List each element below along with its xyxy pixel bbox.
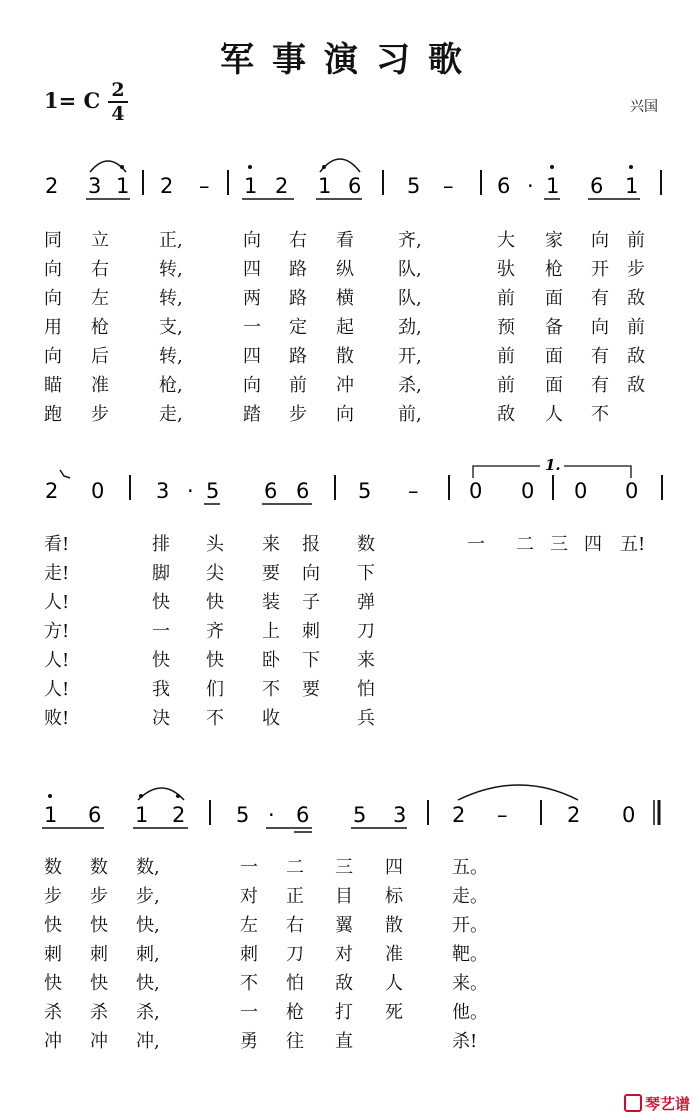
lyric-char: 步 [44, 886, 62, 907]
note: 3 [88, 174, 102, 198]
lyric-char: 预 [497, 317, 515, 338]
lyric-char: 踏 [243, 404, 261, 425]
lyric-line [0, 371, 700, 401]
song-title: 军事演习歌 [220, 40, 480, 80]
lyric-char: 翼 [335, 915, 353, 936]
note: 1 [546, 174, 560, 198]
lyric-char: 二 [286, 857, 304, 878]
lyric-char: 转, [159, 288, 183, 309]
lyric-char: 不 [591, 404, 609, 425]
note: · [527, 174, 534, 198]
lyric-char: 怕 [357, 679, 375, 700]
lyric-char: 有 [591, 346, 609, 367]
lyric-char: 快 [152, 592, 170, 613]
lyric-char: 不 [262, 679, 280, 700]
note: 6 [348, 174, 362, 198]
lyric-char: 向 [591, 317, 609, 338]
note: 1 [116, 174, 130, 198]
lyric-char: 快 [90, 973, 108, 994]
lyric-char: 报 [302, 534, 320, 555]
lyric-char: 前 [497, 288, 515, 309]
lyric-char: 齐 [206, 621, 224, 642]
lyric-char: 要 [262, 563, 280, 584]
lyric-char: 路 [289, 259, 307, 280]
lyric-char: 敌 [335, 973, 353, 994]
lyric-char: 四 [243, 259, 261, 280]
lyric-char: 用 [44, 317, 62, 338]
note: 6 [296, 479, 310, 503]
note: – [408, 479, 419, 503]
lyric-char: 向 [302, 563, 320, 584]
lyric-char: 快 [90, 915, 108, 936]
lyric-char: 数 [357, 534, 375, 555]
lyric-char: 路 [289, 346, 307, 367]
lyric-char: 杀, [136, 1002, 160, 1023]
lyric-char: 人! [44, 679, 70, 700]
lyric-char: 快 [152, 650, 170, 671]
note: 3 [156, 479, 170, 503]
lyric-char: 瞄 [44, 375, 62, 396]
lyric-char: 人! [44, 592, 70, 613]
lyric-line [0, 559, 700, 589]
lyric-char: 一 [467, 534, 485, 555]
lyric-char: 冲 [336, 375, 354, 396]
note: 0 [625, 479, 639, 503]
lyric-char: 快 [206, 650, 224, 671]
lyric-line [0, 1027, 700, 1057]
lyric-char: 一 [152, 621, 170, 642]
lyric-char: 开, [398, 346, 422, 367]
note: 6 [296, 803, 310, 827]
key-signature: 1= C [44, 88, 101, 113]
lyric-char: 家 [545, 230, 563, 251]
lyric-line [0, 882, 700, 912]
high-octave-dot [248, 165, 252, 169]
lyric-line [0, 911, 700, 941]
lyric-char: 有 [591, 375, 609, 396]
lyric-line [0, 646, 700, 676]
note: 0 [622, 803, 636, 827]
lyric-char: 人 [385, 973, 403, 994]
lyric-char: 敌 [627, 346, 645, 367]
lyric-char: 目 [335, 886, 353, 907]
note: 1 [318, 174, 332, 198]
lyric-line [0, 342, 700, 372]
note: · [187, 479, 194, 503]
high-octave-dot [629, 165, 633, 169]
notation-system-1 [45, 159, 661, 199]
lyric-char: 向 [44, 288, 62, 309]
lyric-char: 冲, [136, 1031, 160, 1052]
lyric-char: 转, [159, 259, 183, 280]
lyric-char: 定 [289, 317, 307, 338]
lyric-char: 人! [44, 650, 70, 671]
lyric-char: 步 [289, 404, 307, 425]
lyric-char: 一 [240, 1002, 258, 1023]
lyric-char: 杀 [90, 1002, 108, 1023]
lyric-char: 敌 [627, 288, 645, 309]
breath-mark [60, 470, 70, 478]
lyric-char: 队, [398, 288, 422, 309]
lyric-char: 敌 [497, 404, 515, 425]
lyric-char: 来。 [452, 973, 488, 994]
lyric-char: 两 [243, 288, 261, 309]
lyric-char: 前 [627, 230, 645, 251]
lyric-char: 备 [545, 317, 563, 338]
lyric-char: 转, [159, 346, 183, 367]
lyric-char: 同 [44, 230, 62, 251]
lyric-char: 前 [497, 375, 515, 396]
lyric-char: 数, [136, 857, 160, 878]
lyric-char: 步, [136, 886, 160, 907]
lyric-char: 左 [240, 915, 258, 936]
lyric-char: 他。 [452, 1002, 488, 1023]
note: 5 [206, 479, 220, 503]
lyric-char: 向 [44, 259, 62, 280]
note: 0 [91, 479, 105, 503]
lyric-char: 二 [516, 534, 534, 555]
lyric-char: 起 [336, 317, 354, 338]
lyric-char: 前 [289, 375, 307, 396]
lyric-char: 头 [206, 534, 224, 555]
lyric-line [0, 226, 700, 256]
note: 2 [45, 479, 59, 503]
note: 2 [45, 174, 59, 198]
lyric-char: 向 [591, 230, 609, 251]
lyric-char: 前 [497, 346, 515, 367]
high-octave-dot [550, 165, 554, 169]
lyric-char: 刺, [136, 944, 160, 965]
lyric-char: 面 [545, 288, 563, 309]
lyric-char: 三 [550, 534, 568, 555]
lyric-char: 向 [243, 230, 261, 251]
lyric-char: 对 [335, 944, 353, 965]
lyric-char: 枪 [91, 317, 109, 338]
lyric-char: 四 [584, 534, 602, 555]
lyric-char: 右 [286, 915, 304, 936]
note: 5 [407, 174, 421, 198]
lyric-char: 走。 [452, 886, 488, 907]
lyric-char: 准 [385, 944, 403, 965]
lyric-char: 支, [159, 317, 183, 338]
lyric-char: 不 [240, 973, 258, 994]
time-signature-top: 2 [111, 79, 125, 101]
lyric-char: 收 [262, 708, 280, 729]
lyric-char: 刺 [302, 621, 320, 642]
lyric-char: 步 [627, 259, 645, 280]
lyric-char: 往 [286, 1031, 304, 1052]
lyric-char: 数 [90, 857, 108, 878]
lyric-char: 败! [44, 708, 70, 729]
lyric-char: 一 [240, 857, 258, 878]
lyric-char: 一 [243, 317, 261, 338]
lyric-char: 不 [206, 708, 224, 729]
lyric-char: 敌 [627, 375, 645, 396]
lyric-line [0, 400, 700, 430]
lyric-char: 刺 [240, 944, 258, 965]
note: 6 [497, 174, 511, 198]
lyric-char: 打 [335, 1002, 353, 1023]
note: 2 [567, 803, 581, 827]
note: 5 [236, 803, 250, 827]
lyric-char: 标 [385, 886, 403, 907]
lyric-char: 面 [545, 346, 563, 367]
lyric-char: 正, [159, 230, 183, 251]
lyric-char: 快 [44, 915, 62, 936]
notation-system-2 [45, 455, 662, 504]
lyric-char: 枪, [159, 375, 183, 396]
note: 2 [275, 174, 289, 198]
note: 1 [625, 174, 639, 198]
composer-credit: 兴国 [630, 99, 658, 115]
lyric-char: 跑 [44, 404, 62, 425]
volta-label: 1. [545, 456, 561, 474]
lyric-char: 弹 [357, 592, 375, 613]
notation-system-3 [42, 785, 659, 832]
lyric-char: 要 [302, 679, 320, 700]
lyric-char: 散 [336, 346, 354, 367]
note: · [268, 803, 275, 827]
slur [138, 788, 184, 800]
lyric-char: 步 [91, 404, 109, 425]
note: 0 [469, 479, 483, 503]
lyric-char: 尖 [206, 563, 224, 584]
note: 5 [353, 803, 367, 827]
note: – [497, 803, 508, 827]
lyric-char: 横 [336, 288, 354, 309]
lyric-char: 排 [152, 534, 170, 555]
lyric-char: 方! [44, 621, 70, 642]
lyric-char: 齐, [398, 230, 422, 251]
lyric-char: 立 [91, 230, 109, 251]
lyric-line [0, 617, 700, 647]
lyric-char: 刺 [44, 944, 62, 965]
note: 1 [135, 803, 149, 827]
lyric-char: 步 [90, 886, 108, 907]
lyric-char: 走, [159, 404, 183, 425]
note: 6 [88, 803, 102, 827]
lyric-char: 脚 [152, 563, 170, 584]
lyric-char: 上 [262, 621, 280, 642]
lyric-char: 快, [136, 915, 160, 936]
lyric-line [0, 853, 700, 883]
lyric-char: 前, [398, 404, 422, 425]
lyric-char: 队, [398, 259, 422, 280]
lyric-char: 人 [545, 404, 563, 425]
lyric-char: 兵 [357, 708, 375, 729]
lyric-char: 看! [44, 534, 70, 555]
lyric-line [0, 969, 700, 999]
lyric-char: 来 [262, 534, 280, 555]
note: 3 [393, 803, 407, 827]
lyric-char: 快 [206, 592, 224, 613]
lyric-char: 五。 [452, 857, 488, 878]
lyric-char: 驮 [497, 259, 515, 280]
lyric-char: 有 [591, 288, 609, 309]
lyric-char: 劲, [398, 317, 422, 338]
lyric-line [0, 704, 700, 734]
lyric-char: 三 [335, 857, 353, 878]
note: 5 [358, 479, 372, 503]
lyric-char: 右 [289, 230, 307, 251]
slur [90, 161, 126, 172]
time-signature-bottom: 4 [111, 103, 125, 125]
lyric-char: 子 [302, 592, 320, 613]
lyric-char: 刀 [357, 621, 375, 642]
slur [320, 159, 360, 172]
lyric-char: 我 [152, 679, 170, 700]
lyric-line [0, 588, 700, 618]
note: 0 [574, 479, 588, 503]
lyric-line [0, 530, 700, 560]
note: 1 [244, 174, 258, 198]
lyric-char: 快 [44, 973, 62, 994]
note: 6 [590, 174, 604, 198]
lyric-char: 直 [335, 1031, 353, 1052]
lyric-char: 卧 [262, 650, 280, 671]
lyric-char: 下 [302, 650, 320, 671]
lyric-char: 五! [620, 534, 646, 555]
note: – [443, 174, 454, 198]
lyric-line [0, 940, 700, 970]
lyric-line [0, 313, 700, 343]
lyric-char: 走! [44, 563, 70, 584]
lyric-char: 决 [152, 708, 170, 729]
lyric-char: 看 [336, 230, 354, 251]
high-octave-dot [48, 794, 52, 798]
lyric-char: 向 [44, 346, 62, 367]
lyric-char: 对 [240, 886, 258, 907]
lyric-char: 勇 [240, 1031, 258, 1052]
lyric-line [0, 255, 700, 285]
lyric-char: 开 [591, 259, 609, 280]
lyric-char: 枪 [286, 1002, 304, 1023]
note: 6 [264, 479, 278, 503]
lyric-char: 向 [336, 404, 354, 425]
lyric-char: 快, [136, 973, 160, 994]
lyric-char: 开。 [452, 915, 488, 936]
lyric-char: 大 [497, 230, 515, 251]
lyric-char: 后 [91, 346, 109, 367]
lyric-line [0, 675, 700, 705]
lyric-char: 来 [357, 650, 375, 671]
lyric-char: 纵 [336, 259, 354, 280]
lyric-char: 枪 [545, 259, 563, 280]
lyric-char: 向 [243, 375, 261, 396]
note: 1 [44, 803, 58, 827]
lyric-char: 数 [44, 857, 62, 878]
lyric-char: 面 [545, 375, 563, 396]
lyric-char: 们 [206, 679, 224, 700]
lyric-char: 冲 [90, 1031, 108, 1052]
lyric-char: 死 [385, 1002, 403, 1023]
lyric-char: 刺 [90, 944, 108, 965]
note: – [199, 174, 210, 198]
lyric-char: 刀 [286, 944, 304, 965]
note: 0 [521, 479, 535, 503]
lyric-char: 准 [91, 375, 109, 396]
lyric-char: 左 [91, 288, 109, 309]
lyric-char: 前 [627, 317, 645, 338]
lyric-char: 冲 [44, 1031, 62, 1052]
note: 2 [172, 803, 186, 827]
lyric-char: 杀! [452, 1031, 478, 1052]
lyric-char: 四 [243, 346, 261, 367]
note: 2 [160, 174, 174, 198]
lyric-char: 装 [262, 592, 280, 613]
lyric-char: 下 [357, 563, 375, 584]
watermark [624, 1093, 690, 1114]
lyric-char: 靶。 [452, 944, 488, 965]
note: 2 [452, 803, 466, 827]
lyric-line [0, 998, 700, 1028]
lyric-char: 怕 [286, 973, 304, 994]
lyric-char: 杀, [398, 375, 422, 396]
lyric-char: 杀 [44, 1002, 62, 1023]
lyric-char: 路 [289, 288, 307, 309]
lyric-char: 右 [91, 259, 109, 280]
tie [458, 785, 578, 800]
music-logo-icon [624, 1094, 642, 1112]
lyric-char: 正 [286, 886, 304, 907]
lyric-char: 四 [385, 857, 403, 878]
lyric-line [0, 284, 700, 314]
watermark-text: 琴艺谱 [644, 1095, 690, 1113]
lyric-char: 散 [385, 915, 403, 936]
